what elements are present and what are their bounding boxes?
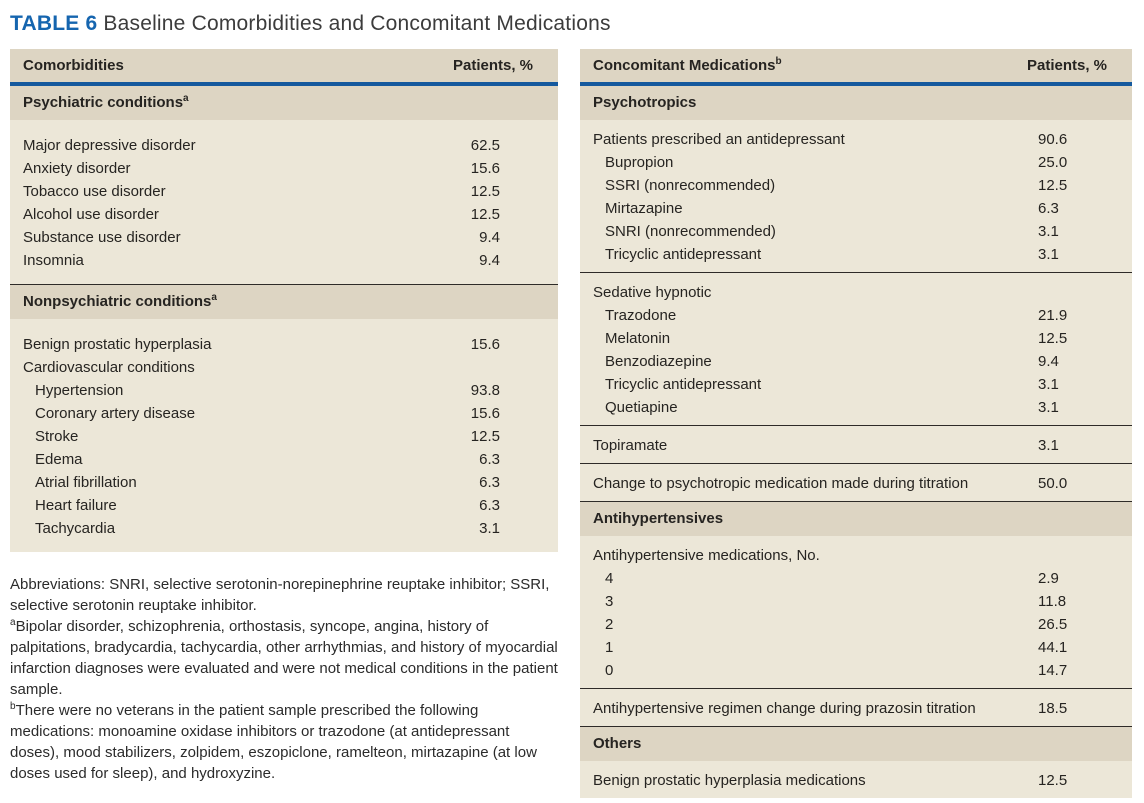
section-title: Psychotropics	[593, 94, 697, 111]
footnote-marker: b	[10, 701, 16, 712]
table-row	[580, 350, 1132, 373]
row-label: Heart failure	[35, 497, 117, 514]
table-row	[10, 448, 558, 471]
row-value: 2.9	[1038, 570, 1059, 587]
row-label: 0	[605, 662, 614, 679]
row-value: 12.5	[1038, 177, 1068, 194]
row-label: Benign prostatic hyperplasia	[23, 336, 212, 353]
row-value: 12.5	[1038, 330, 1068, 347]
row-label: 3	[605, 593, 614, 610]
row-label: Sedative hypnotic	[593, 284, 712, 301]
table-header-row	[580, 49, 1132, 86]
table-row	[580, 544, 1132, 567]
row-value: 9.4	[479, 229, 500, 246]
table-row	[580, 567, 1132, 590]
row-value: 90.6	[1038, 131, 1068, 148]
row-label: Trazodone	[605, 307, 677, 324]
row-group	[580, 463, 1132, 501]
footnote-text: Bipolar disorder, schizophrenia, orthostasis, syncope, angina, history of palpitations, bradycardia, tachycardia, other arrhythmias, and history of myocardial infarction diagnoses were evaluated and were not medical conditions in the patient sample.	[10, 618, 558, 698]
table-row	[580, 769, 1132, 792]
row-value: 15.6	[470, 336, 500, 353]
table-row	[10, 333, 558, 356]
row-label: Antihypertensive regimen change during prazosin titration	[593, 700, 976, 717]
row-label: Bupropion	[605, 154, 674, 171]
row-label: Patients prescribed an antidepressant	[593, 131, 845, 148]
row-label: Tobacco use disorder	[23, 183, 166, 200]
table-row	[580, 373, 1132, 396]
row-value: 9.4	[1038, 353, 1059, 370]
row-label: Tricyclic antidepressant	[605, 376, 762, 393]
row-group	[580, 688, 1132, 726]
medications-table	[580, 49, 1132, 798]
row-label: Substance use disorder	[23, 229, 181, 246]
column-header-label	[10, 57, 124, 75]
row-group	[580, 425, 1132, 463]
column-header-text: Concomitant Medications	[593, 57, 776, 74]
column-header-label	[580, 57, 782, 75]
table-number-label: TABLE 6	[10, 12, 98, 35]
comorbidities-table	[10, 49, 558, 552]
row-value: 6.3	[1038, 200, 1059, 217]
section-band	[580, 501, 1132, 536]
row-value	[428, 356, 558, 379]
row-label: SSRI (nonrecommended)	[605, 177, 776, 194]
table-row	[580, 434, 1132, 457]
row-label: Edema	[35, 451, 83, 468]
table-row	[10, 425, 558, 448]
column-header-patients: Patients, %	[1026, 57, 1108, 74]
column-header-text: Comorbidities	[23, 57, 124, 74]
table-columns	[10, 49, 1130, 798]
footnote-a	[10, 616, 562, 700]
row-value	[1002, 544, 1132, 567]
row-value: 12.5	[470, 183, 500, 200]
table-row	[580, 243, 1132, 266]
row-label: Major depressive disorder	[23, 137, 196, 154]
row-label: Insomnia	[23, 252, 84, 269]
row-label: 2	[605, 616, 614, 633]
table-row	[580, 174, 1132, 197]
row-value: 15.6	[470, 405, 500, 422]
table-header-row	[10, 49, 558, 86]
footnote-abbreviations	[10, 574, 562, 616]
row-label: 1	[605, 639, 614, 656]
row-value: 12.5	[470, 428, 500, 445]
table-row	[10, 379, 558, 402]
table-row	[580, 197, 1132, 220]
section-title: Antihypertensives	[593, 510, 724, 527]
row-label: Topiramate	[593, 437, 668, 454]
row-value: 3.1	[1038, 437, 1059, 454]
row-label: Benzodiazepine	[605, 353, 712, 370]
table-row	[10, 494, 558, 517]
row-group	[580, 761, 1132, 798]
row-value: 3.1	[1038, 399, 1059, 416]
row-value	[1002, 281, 1132, 304]
table-row	[580, 613, 1132, 636]
section-footnote-marker: a	[211, 292, 217, 303]
row-label: Benign prostatic hyperplasia medications	[593, 772, 866, 789]
footnote-text: Abbreviations: SNRI, selective serotonin-norepinephrine reuptake inhibitor; SSRI, selective serotonin reuptake inhibitor.	[10, 576, 550, 614]
table-row	[580, 128, 1132, 151]
row-label: Atrial fibrillation	[35, 474, 137, 491]
table-row	[10, 134, 558, 157]
row-value: 26.5	[1038, 616, 1068, 633]
comorbidities-column	[10, 49, 558, 784]
table-row	[10, 180, 558, 203]
section-band	[10, 86, 558, 120]
row-value: 50.0	[1038, 475, 1068, 492]
footnotes	[10, 574, 562, 784]
row-label: Anxiety disorder	[23, 160, 131, 177]
row-label: Quetiapine	[605, 399, 678, 416]
row-label: Stroke	[35, 428, 79, 445]
section-title: Others	[593, 735, 642, 752]
table-row	[580, 590, 1132, 613]
section-footnote-marker: a	[183, 93, 189, 104]
column-header-patients: Patients, %	[452, 57, 534, 74]
row-value: 12.5	[470, 206, 500, 223]
table-row	[580, 659, 1132, 682]
row-group	[10, 120, 558, 284]
table-row	[580, 220, 1132, 243]
row-label: Alcohol use disorder	[23, 206, 159, 223]
row-label: Antihypertensive medications, No.	[593, 547, 820, 564]
row-value: 18.5	[1038, 700, 1068, 717]
row-value: 6.3	[479, 497, 500, 514]
row-label: Cardiovascular conditions	[23, 359, 195, 376]
column-header-footnote-marker: b	[775, 56, 782, 67]
row-value: 21.9	[1038, 307, 1068, 324]
row-value: 15.6	[470, 160, 500, 177]
row-label: Change to psychotropic medication made during titration	[593, 475, 969, 492]
row-value: 25.0	[1038, 154, 1068, 171]
section-band	[10, 284, 558, 319]
row-value: 44.1	[1038, 639, 1068, 656]
medications-column	[580, 49, 1132, 798]
section-band	[580, 726, 1132, 761]
row-value: 3.1	[1038, 223, 1059, 240]
table-row	[580, 327, 1132, 350]
footnote-b	[10, 700, 562, 784]
row-label: Tachycardia	[35, 520, 116, 537]
table-row	[10, 249, 558, 272]
row-label: SNRI (nonrecommended)	[605, 223, 776, 240]
row-value: 11.8	[1038, 593, 1067, 610]
row-label: Coronary artery disease	[35, 405, 196, 422]
row-group	[580, 536, 1132, 688]
table-row	[10, 517, 558, 540]
row-value: 3.1	[479, 520, 500, 537]
page-title	[10, 12, 1130, 36]
row-value: 12.5	[1038, 772, 1068, 789]
footnote-text: There were no veterans in the patient sample prescribed the following medications: monoamine oxidase inhibitors or trazodone (at antidepressant doses), mood stabilizers, zolpidem, eszopiclone, ramelteon, mirtazapine (at low doses used for sleep), and hydroxyzine.	[10, 702, 537, 782]
table-row	[10, 471, 558, 494]
row-group	[580, 120, 1132, 272]
footnote-marker: a	[10, 617, 16, 628]
table-row	[580, 151, 1132, 174]
section-title: Nonpsychiatric conditions	[23, 293, 212, 310]
table-row	[580, 697, 1132, 720]
row-value: 9.4	[479, 252, 500, 269]
section-title: Psychiatric conditions	[23, 94, 184, 111]
row-value: 6.3	[479, 474, 500, 491]
row-group	[10, 319, 558, 552]
table-row	[580, 396, 1132, 419]
section-band	[580, 86, 1132, 120]
table-row	[580, 304, 1132, 327]
row-value: 14.7	[1038, 662, 1068, 679]
row-group	[580, 272, 1132, 425]
row-label: Tricyclic antidepressant	[605, 246, 762, 263]
row-label: Melatonin	[605, 330, 671, 347]
table-row	[580, 281, 1132, 304]
row-label: Hypertension	[35, 382, 124, 399]
row-label: Mirtazapine	[605, 200, 683, 217]
table-row	[10, 226, 558, 249]
row-label: 4	[605, 570, 614, 587]
row-value: 6.3	[479, 451, 500, 468]
row-value: 93.8	[470, 382, 500, 399]
table-row	[580, 472, 1132, 495]
table-row	[580, 636, 1132, 659]
table-title-text: Baseline Comorbidities and Concomitant Medications	[103, 12, 611, 35]
table-row	[10, 402, 558, 425]
table-row	[10, 203, 558, 226]
row-value: 3.1	[1038, 376, 1059, 393]
table-row	[10, 356, 558, 379]
row-value: 3.1	[1038, 246, 1059, 263]
table-row	[10, 157, 558, 180]
row-value: 62.5	[470, 137, 500, 154]
